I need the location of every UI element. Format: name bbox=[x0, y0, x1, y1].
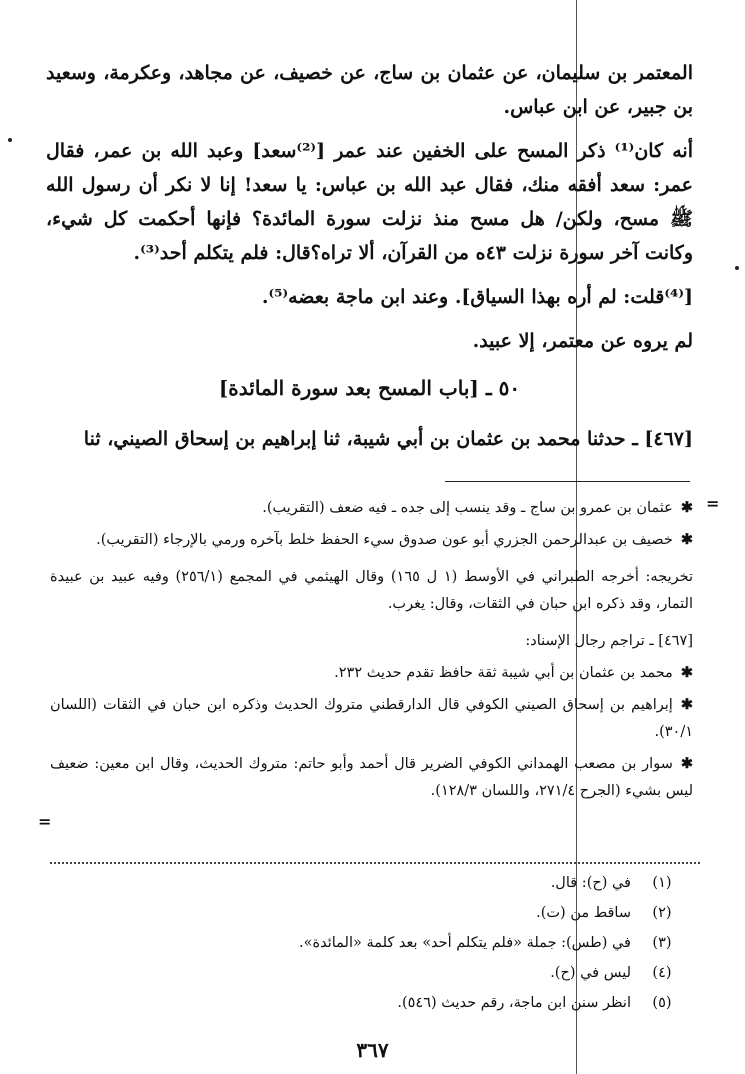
footnote-number: (٢) bbox=[652, 905, 672, 921]
asterisk-icon: ✱ bbox=[680, 755, 693, 772]
scan-speck bbox=[735, 266, 739, 270]
dotted-divider bbox=[50, 862, 700, 864]
note-item: ✱سوار بن مصعب الهمداني الكوفي الضرير قال أحمد وأبو حاتم: متروك الحديث، وقال ابن معين: ضعيف ليس بشيء (الجرح ٢٧١/٤، واللسان ١٢٨/٣). bbox=[50, 750, 693, 805]
continuation-mark: = bbox=[706, 494, 720, 513]
asterisk-icon: ✱ bbox=[680, 499, 693, 516]
footnote-number: (٣) bbox=[652, 935, 672, 951]
footnote-row bbox=[200, 988, 693, 1018]
hadith-467-start: [٤٦٧] ـ حدثنا محمد بن عثمان بن أبي شيبة، ثنا إبراهيم بن إسحاق الصيني، ثنا bbox=[83, 428, 693, 450]
page-number: ٣٦٧ bbox=[356, 1038, 389, 1062]
footnote-number: (٥) bbox=[652, 995, 672, 1011]
footnote-row bbox=[200, 898, 693, 928]
note-item: ✱محمد بن عثمان بن أبي شيبة ثقة حافظ تقدم حديث ٢٣٢. bbox=[50, 659, 693, 687]
asterisk-icon: ✱ bbox=[680, 664, 693, 681]
footnote-number: (٤) bbox=[652, 965, 672, 981]
footnote-text: في (طس): جملة «فلم يتكلم أحد» بعد كلمة «المائدة». bbox=[299, 935, 631, 951]
matn-paragraph: أنه كان⁽¹⁾ ذكر المسح على الخفين عند عمر [⁽²⁾سعد] وعبد الله بن عمر، فقال عمر: سعد أفقه منك، فقال عبد الله بن عباس: يا سعد! إنا لا نكر أن رسول الله ﷺ مسح، ولكن/ هل مسح منذ نزلت سورة المائدة؟ فإنها أحكمت كل شيء، وكانت آخر سورة نزلت ٤٣ه من القرآن، ألا تراه؟قال: فلم يتكلم أحد⁽³⁾. bbox=[46, 140, 693, 264]
footnote-divider bbox=[445, 481, 690, 482]
continuation-mark: = bbox=[38, 812, 52, 831]
footnote-text: انظر سنن ابن ماجة، رقم حديث (٥٤٦). bbox=[397, 995, 631, 1011]
isnad-paragraph: المعتمر بن سليمان، عن عثمان بن ساج، عن خصيف، عن مجاهد، وعكرمة، وسعيد بن جبير، عن ابن عباس. bbox=[46, 62, 693, 118]
author-comment: [⁽⁴⁾قلت: لم أره بهذا السياق]. وعند ابن ماجة بعضه⁽⁵⁾. bbox=[261, 286, 693, 308]
tabarani-comment: لم يروه عن معتمر، إلا عبيد. bbox=[472, 330, 693, 352]
tarajim-heading: [٤٦٧] ـ تراجم رجال الإسناد: bbox=[525, 633, 693, 649]
footnote-number: (١) bbox=[652, 875, 672, 891]
footnotes-list bbox=[200, 868, 693, 1018]
asterisk-icon: ✱ bbox=[680, 696, 693, 713]
footnote-text: ليس في (ح). bbox=[550, 965, 631, 981]
note-item: ✱عثمان بن عمرو بن ساج ـ وقد ينسب إلى جده ـ فيه ضعف (التقريب). bbox=[50, 494, 693, 522]
footnote-text: ساقط من (ت). bbox=[536, 905, 631, 921]
footnote-row bbox=[200, 868, 693, 898]
main-text bbox=[46, 56, 693, 366]
takhrij-note: تخريجه: أخرجه الطبراني في الأوسط (١ ل ١٦٥) وقال الهيثمي في المجمع (٢٥٦/١) وفيه عبيد بن عبيدة التمار، وقد ذكره ابن حبان في الثقات، وقال: يغرب. bbox=[50, 569, 693, 612]
note-item: ✱خصيف بن عبدالرحمن الجزري أبو عون صدوق سيء الحفظ خلط بآخره ورمي بالإرجاء (التقريب). bbox=[50, 526, 693, 554]
scan-speck bbox=[8, 138, 12, 142]
chapter-heading: ٥٠ ـ [باب المسح بعد سورة المائدة] bbox=[218, 376, 521, 400]
footnote-text: في (ح): قال. bbox=[550, 875, 631, 891]
asterisk-icon: ✱ bbox=[680, 531, 693, 548]
commentary-notes bbox=[50, 494, 693, 809]
footnote-row bbox=[200, 928, 693, 958]
footnote-row bbox=[200, 958, 693, 988]
note-item: ✱إبراهيم بن إسحاق الصيني الكوفي قال الدارقطني متروك الحديث وذكره ابن حبان في الثقات (اللسان ٣٠/١). bbox=[50, 691, 693, 746]
